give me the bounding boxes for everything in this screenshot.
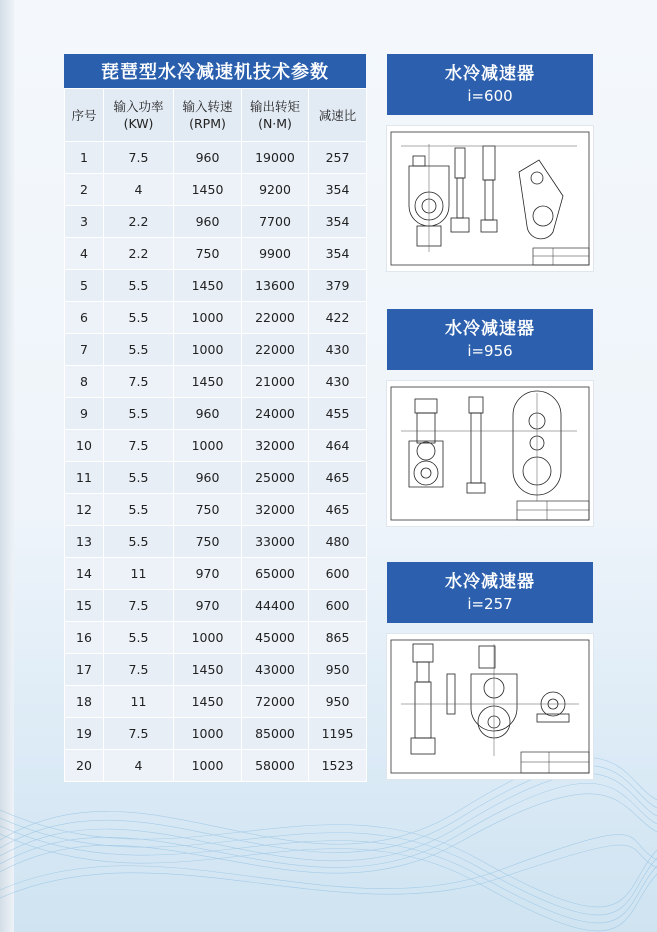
table-cell: 45000 [242, 622, 309, 654]
table-cell: 1450 [174, 686, 242, 718]
table-cell: 4 [65, 238, 104, 270]
table-cell: 19 [65, 718, 104, 750]
table-cell: 257 [309, 142, 367, 174]
table-cell: 25000 [242, 462, 309, 494]
column-header: 输出转矩 (N·M) [242, 89, 309, 142]
table-cell: 600 [309, 590, 367, 622]
table-cell: 1000 [174, 302, 242, 334]
table-cell: 43000 [242, 654, 309, 686]
table-cell: 9200 [242, 174, 309, 206]
table-cell: 5.5 [104, 334, 174, 366]
table-row [65, 654, 367, 686]
parameter-table [64, 88, 367, 782]
panel-i956 [387, 309, 593, 526]
table-cell: 960 [174, 462, 242, 494]
table-cell: 6 [65, 302, 104, 334]
table-cell: 1000 [174, 430, 242, 462]
table-cell: 1450 [174, 270, 242, 302]
table-cell: 4 [104, 750, 174, 782]
column-header: 输入功率 (KW) [104, 89, 174, 142]
table-cell: 750 [174, 526, 242, 558]
table-cell: 12 [65, 494, 104, 526]
table-cell: 379 [309, 270, 367, 302]
column-header: 减速比 [309, 89, 367, 142]
column-header: 输入转速 (RPM) [174, 89, 242, 142]
table-cell: 5.5 [104, 398, 174, 430]
table-cell: 422 [309, 302, 367, 334]
table-cell: 5.5 [104, 494, 174, 526]
table-row [65, 174, 367, 206]
table-cell: 72000 [242, 686, 309, 718]
table-cell: 58000 [242, 750, 309, 782]
table-cell: 10 [65, 430, 104, 462]
table-cell: 5.5 [104, 302, 174, 334]
table-row [65, 302, 367, 334]
table-row [65, 206, 367, 238]
table-cell: 7.5 [104, 142, 174, 174]
table-cell: 19000 [242, 142, 309, 174]
table-cell: 2 [65, 174, 104, 206]
table-row [65, 686, 367, 718]
table-cell: 13600 [242, 270, 309, 302]
table-cell: 4 [104, 174, 174, 206]
table-header-row [65, 89, 367, 142]
panel-ratio: i=600 [467, 86, 513, 105]
table-cell: 15 [65, 590, 104, 622]
panel-header [387, 54, 593, 115]
table-cell: 44400 [242, 590, 309, 622]
technical-drawing-i956 [387, 381, 593, 526]
table-cell: 480 [309, 526, 367, 558]
table-row [65, 558, 367, 590]
panel-i600 [387, 54, 593, 271]
table-cell: 970 [174, 558, 242, 590]
table-cell: 1000 [174, 622, 242, 654]
table-cell: 430 [309, 366, 367, 398]
table-cell: 960 [174, 398, 242, 430]
table-cell: 2.2 [104, 238, 174, 270]
table-cell: 354 [309, 238, 367, 270]
table-row [65, 494, 367, 526]
table-cell: 22000 [242, 334, 309, 366]
table-cell: 455 [309, 398, 367, 430]
table-row [65, 526, 367, 558]
table-cell: 32000 [242, 494, 309, 526]
table-cell: 7.5 [104, 590, 174, 622]
table-cell: 1195 [309, 718, 367, 750]
table-cell: 7700 [242, 206, 309, 238]
table-cell: 970 [174, 590, 242, 622]
table-cell: 33000 [242, 526, 309, 558]
technical-drawing-i257 [387, 634, 593, 779]
table-cell: 750 [174, 494, 242, 526]
table-cell: 13 [65, 526, 104, 558]
table-cell: 1450 [174, 654, 242, 686]
table-cell: 32000 [242, 430, 309, 462]
table-body [65, 142, 367, 782]
table-cell: 8 [65, 366, 104, 398]
table-cell: 1000 [174, 334, 242, 366]
column-header: 序号 [65, 89, 104, 142]
panel-ratio: i=257 [467, 594, 513, 613]
table-cell: 354 [309, 206, 367, 238]
table-row [65, 334, 367, 366]
table-cell: 14 [65, 558, 104, 590]
table-cell: 7.5 [104, 430, 174, 462]
table-cell: 7.5 [104, 718, 174, 750]
table-cell: 9900 [242, 238, 309, 270]
panel-header [387, 309, 593, 370]
table-row [65, 430, 367, 462]
table-cell: 85000 [242, 718, 309, 750]
table-cell: 5.5 [104, 622, 174, 654]
table-cell: 464 [309, 430, 367, 462]
table-cell: 3 [65, 206, 104, 238]
panel-ratio: i=956 [467, 341, 513, 360]
table-row [65, 750, 367, 782]
panel-i257 [387, 562, 593, 779]
table-cell: 16 [65, 622, 104, 654]
table-cell: 7.5 [104, 366, 174, 398]
table-cell: 11 [104, 686, 174, 718]
parameter-table-section [64, 54, 366, 782]
table-cell: 11 [65, 462, 104, 494]
table-cell: 1 [65, 142, 104, 174]
table-cell: 65000 [242, 558, 309, 590]
table-cell: 1450 [174, 366, 242, 398]
table-cell: 17 [65, 654, 104, 686]
table-cell: 9 [65, 398, 104, 430]
table-cell: 1450 [174, 174, 242, 206]
table-cell: 600 [309, 558, 367, 590]
table-cell: 865 [309, 622, 367, 654]
table-cell: 950 [309, 654, 367, 686]
panel-title: 水冷减速器 [445, 571, 535, 592]
table-cell: 5.5 [104, 462, 174, 494]
table-cell: 5 [65, 270, 104, 302]
table-cell: 950 [309, 686, 367, 718]
table-cell: 465 [309, 494, 367, 526]
table-cell: 24000 [242, 398, 309, 430]
table-cell: 1000 [174, 718, 242, 750]
table-cell: 18 [65, 686, 104, 718]
panel-title: 水冷减速器 [445, 318, 535, 339]
table-cell: 1523 [309, 750, 367, 782]
panel-header [387, 562, 593, 623]
table-cell: 5.5 [104, 270, 174, 302]
table-cell: 430 [309, 334, 367, 366]
table-cell: 7 [65, 334, 104, 366]
table-cell: 960 [174, 206, 242, 238]
table-row [65, 238, 367, 270]
table-cell: 465 [309, 462, 367, 494]
table-row [65, 270, 367, 302]
table-row [65, 718, 367, 750]
table-cell: 22000 [242, 302, 309, 334]
table-row [65, 142, 367, 174]
table-cell: 1000 [174, 750, 242, 782]
table-row [65, 398, 367, 430]
table-row [65, 622, 367, 654]
table-row [65, 590, 367, 622]
table-cell: 11 [104, 558, 174, 590]
table-cell: 354 [309, 174, 367, 206]
table-title: 琵琶型水冷减速机技术参数 [64, 54, 366, 88]
table-cell: 5.5 [104, 526, 174, 558]
table-row [65, 366, 367, 398]
technical-drawing-i600 [387, 126, 593, 271]
table-cell: 960 [174, 142, 242, 174]
table-cell: 20 [65, 750, 104, 782]
table-cell: 21000 [242, 366, 309, 398]
panel-title: 水冷减速器 [445, 63, 535, 84]
table-cell: 2.2 [104, 206, 174, 238]
table-cell: 7.5 [104, 654, 174, 686]
table-row [65, 462, 367, 494]
table-cell: 750 [174, 238, 242, 270]
